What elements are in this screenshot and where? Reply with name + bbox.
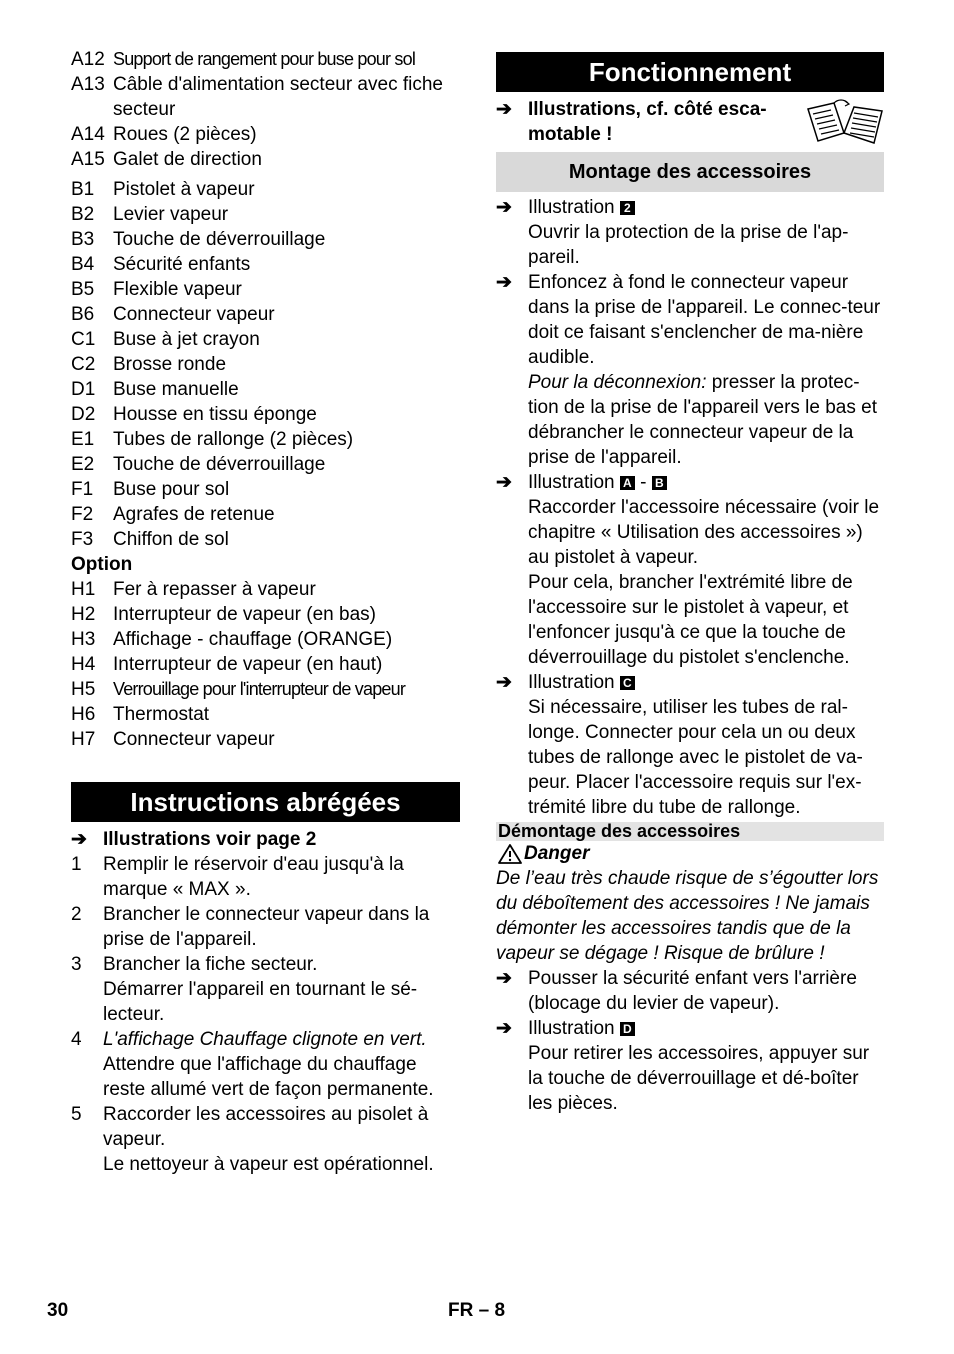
step-item: [71, 902, 460, 952]
see-illustrations-note: ➔ Illustrations voir page 2: [71, 829, 317, 850]
part-code: A15: [71, 149, 105, 170]
parts-list-item: [71, 122, 460, 147]
illustration-label-box: A: [620, 476, 635, 490]
part-code: B3: [71, 229, 95, 250]
parts-list-h: [71, 577, 460, 752]
steps-list: [71, 852, 460, 1177]
parts-list-item: [71, 652, 460, 677]
arrow-right-icon: ➔: [496, 272, 512, 293]
part-description: Buse à jet crayon: [113, 329, 260, 350]
part-description: Verrouillage pour l'interrupteur de vapeur: [113, 679, 406, 699]
mount-step-push: ➔ Enfoncez à fond le connecteur vapeur dans la prise de l'appareil. Le connec-teur doit ce faisant s'enclencher de ma-nière audible. Pour la déconnexion: presser la protec-tion de la prise de l'appareil vers le bas et débrancher le connecteur vapeur de la prise de l'appareil.: [496, 272, 881, 468]
arrow-right-icon: ➔: [496, 968, 512, 989]
right-column: [496, 47, 884, 1116]
part-code: H4: [71, 654, 96, 675]
part-description: Interrupteur de vapeur (en bas): [113, 604, 376, 625]
dismounting-heading: Démontage des accessoires: [496, 822, 884, 841]
mount-step-illustration-c: ➔ Illustration C Si nécessaire, utiliser les tubes de ral-longe. Connecter pour cela un ou deux tubes de rallonge avec le pistolet de va-peur. Placer l'accessoire requis sur l'ex-trémité libre du tube de rallonge.: [496, 672, 863, 818]
part-code: E2: [71, 454, 95, 475]
part-code: B6: [71, 304, 95, 325]
page-section: FR – 8: [448, 1300, 506, 1321]
part-description: Levier vapeur: [113, 204, 229, 225]
part-description: Agrafes de retenue: [113, 504, 275, 525]
danger-label-row: Danger: [496, 841, 884, 866]
part-code: C1: [71, 329, 96, 350]
foldout-note: ➔ Illustrations, cf. côté esca-motable !: [496, 97, 884, 147]
arrow-right-icon: ➔: [496, 99, 512, 120]
illustration-label-box: D: [620, 1022, 635, 1036]
parts-list-item: [71, 377, 460, 402]
part-description: Connecteur vapeur: [113, 304, 275, 325]
parts-list-a: [71, 47, 460, 172]
part-description: Touche de déverrouillage: [113, 454, 326, 475]
part-code: B5: [71, 279, 95, 300]
step-text: Le nettoyeur à vapeur est opérationnel.: [103, 1154, 434, 1175]
part-description: Roues (2 pièces): [113, 124, 257, 145]
operation-heading: Fonctionnement: [496, 52, 884, 92]
parts-list-item: [71, 577, 460, 602]
part-description: Galet de direction: [113, 149, 262, 170]
illustration-label-box: 2: [620, 201, 635, 215]
dismount-step-child-lock: ➔ Pousser la sécurité enfant vers l'arrière (blocage du levier de vapeur).: [496, 968, 857, 1014]
part-code: H1: [71, 579, 96, 600]
mounting-heading: Montage des accessoires: [496, 152, 884, 192]
step-text: Brancher la fiche secteur.: [103, 954, 318, 975]
part-code: B1: [71, 179, 95, 200]
part-code: A13: [71, 74, 105, 95]
parts-list-item: [71, 47, 460, 72]
part-description: Fer à repasser à vapeur: [113, 579, 316, 600]
step-italic-text: L'affichage Chauffage clignote en vert.: [103, 1029, 427, 1050]
step-item: [71, 1102, 460, 1177]
part-code: D1: [71, 379, 96, 400]
step-text: Raccorder les accessoires au pisolet à vapeur.: [103, 1104, 429, 1150]
parts-list-item: [71, 147, 460, 172]
open-book-icon: [804, 99, 884, 147]
parts-list-item: [71, 677, 460, 702]
part-code: H6: [71, 704, 96, 725]
parts-list-item: [71, 627, 460, 652]
parts-list-item: [71, 327, 460, 352]
step-text: Brancher le connecteur vapeur dans la prise de l'appareil.: [103, 904, 430, 950]
part-code: B4: [71, 254, 95, 275]
step-text: Démarrer l'appareil en tournant le sé-lecteur.: [103, 979, 418, 1025]
part-description: Support de rangement pour buse pour sol: [113, 49, 416, 69]
step-item: [71, 1027, 460, 1102]
step-item: [71, 852, 460, 902]
parts-list-item: [71, 202, 460, 227]
parts-list-item: [71, 302, 460, 327]
step-number: 5: [71, 1104, 82, 1125]
warning-triangle-icon: [496, 843, 524, 865]
part-description: Tubes de rallonge (2 pièces): [113, 429, 354, 450]
left-column: [71, 47, 460, 1177]
step-number: 3: [71, 954, 82, 975]
part-description: Brosse ronde: [113, 354, 227, 375]
illustration-label-box: C: [620, 676, 635, 690]
arrow-right-icon: ➔: [71, 829, 87, 850]
arrow-right-icon: ➔: [496, 672, 512, 693]
part-code: F3: [71, 529, 94, 550]
option-title: Option: [71, 554, 133, 575]
parts-list-item: [71, 227, 460, 252]
part-code: H3: [71, 629, 96, 650]
part-description: Thermostat: [113, 704, 210, 725]
dismount-step-illustration-d: ➔ Illustration D Pour retirer les accessoires, appuyer sur la touche de déverrouillage et dé-boîter les pièces.: [496, 1018, 870, 1114]
part-code: F2: [71, 504, 94, 525]
parts-list-item: [71, 702, 460, 727]
part-description: Touche de déverrouillage: [113, 229, 326, 250]
part-description: Affichage - chauffage (ORANGE): [113, 629, 393, 650]
part-code: E1: [71, 429, 95, 450]
part-description: Pistolet à vapeur: [113, 179, 255, 200]
step-item: [71, 952, 460, 1027]
step-number: 2: [71, 904, 82, 925]
part-description: Buse manuelle: [113, 379, 239, 400]
parts-list-item: [71, 72, 460, 122]
part-description: Flexible vapeur: [113, 279, 242, 300]
part-description: Housse en tissu éponge: [113, 404, 317, 425]
parts-list-item: [71, 277, 460, 302]
part-code: F1: [71, 479, 94, 500]
parts-list-item: [71, 527, 460, 552]
parts-list-item: [71, 352, 460, 377]
part-description: Chiffon de sol: [113, 529, 229, 550]
part-description: Sécurité enfants: [113, 254, 251, 275]
part-code: H7: [71, 729, 96, 750]
parts-list-item: [71, 477, 460, 502]
parts-list-item: [71, 427, 460, 452]
arrow-right-icon: ➔: [496, 472, 512, 493]
part-code: H5: [71, 679, 96, 700]
danger-text: De l’eau très chaude risque de s’égoutter lors du déboîtement des accessoires ! Ne jamais démonter les accessoires tandis que de la vapeur se dégage ! Risque de brûlure !: [496, 868, 879, 964]
step-number: 4: [71, 1029, 82, 1050]
parts-list-item: [71, 252, 460, 277]
parts-list-b: [71, 177, 460, 552]
part-code: A14: [71, 124, 105, 145]
part-code: H2: [71, 604, 96, 625]
part-code: B2: [71, 204, 95, 225]
parts-list-item: [71, 452, 460, 477]
parts-list-item: [71, 177, 460, 202]
part-code: A12: [71, 49, 105, 70]
step-number: 1: [71, 854, 82, 875]
short-instructions-heading: Instructions abrégées: [71, 782, 460, 822]
part-code: C2: [71, 354, 96, 375]
step-text: Attendre que l'affichage du chauffage reste allumé vert de façon permanente.: [103, 1054, 434, 1100]
step-text: Remplir le réservoir d'eau jusqu'à la marque « MAX ».: [103, 854, 404, 900]
parts-list-item: [71, 402, 460, 427]
arrow-right-icon: ➔: [496, 197, 512, 218]
mount-step-illustration-a-b: ➔ Illustration A - B Raccorder l'accessoire nécessaire (voir le chapitre « Utilisation des accessoires ») au pistolet à vapeur. Pour cela, brancher l'extrémité libre de l'accessoire sur le pistolet à vapeur, et l'enfoncer jusqu'à ce que la touche de déverrouillage du pistolet s'enclenche.: [496, 472, 880, 668]
parts-list-item: [71, 502, 460, 527]
part-code: D2: [71, 404, 96, 425]
part-description: Connecteur vapeur: [113, 729, 275, 750]
illustration-label-box: B: [652, 476, 667, 490]
part-description: Câble d'alimentation secteur avec fiche secteur: [113, 74, 443, 120]
part-description: Interrupteur de vapeur (en haut): [113, 654, 383, 675]
part-description: Buse pour sol: [113, 479, 230, 500]
parts-list-item: [71, 602, 460, 627]
page-number: 30: [47, 1300, 69, 1321]
parts-list-item: [71, 727, 460, 752]
mount-step-illustration-2: ➔ Illustration 2 Ouvrir la protection de la prise de l'ap-pareil.: [496, 197, 849, 268]
arrow-right-icon: ➔: [496, 1018, 512, 1039]
